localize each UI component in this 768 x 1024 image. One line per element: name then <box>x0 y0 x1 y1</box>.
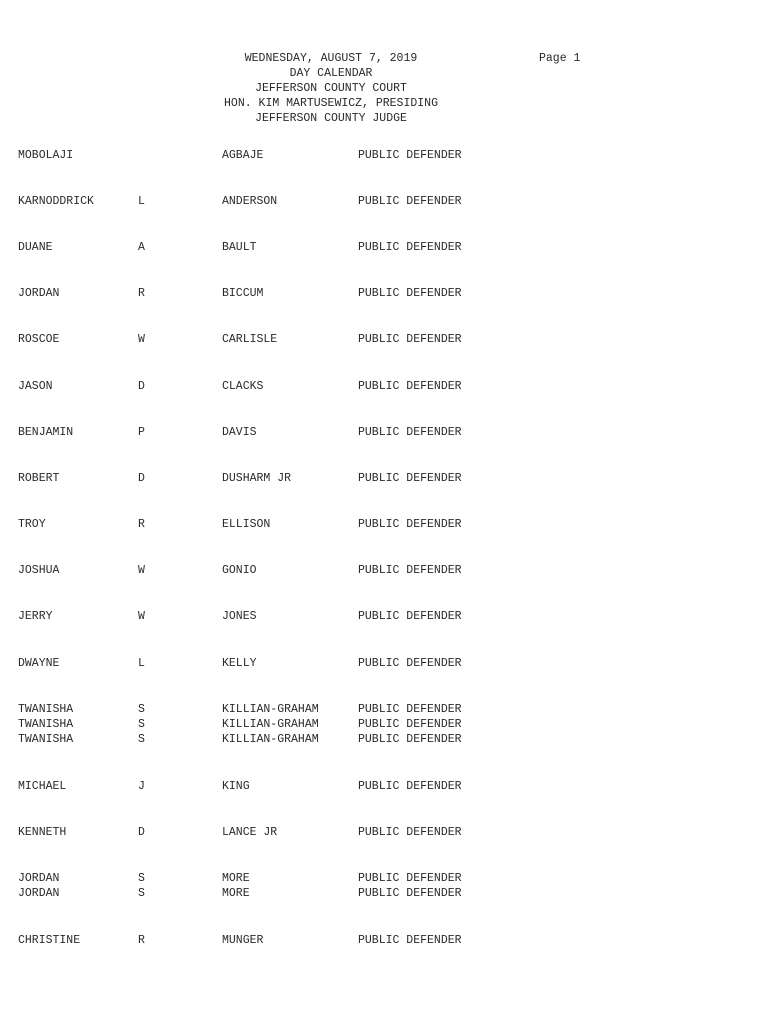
first-name: DUANE <box>18 241 53 254</box>
table-row <box>0 609 768 624</box>
attorney: PUBLIC DEFENDER <box>358 703 462 716</box>
middle-initial: R <box>138 287 145 300</box>
header-presiding-judge: HON. KIM MARTUSEWICZ, PRESIDING <box>224 97 438 110</box>
first-name: ROBERT <box>18 472 60 485</box>
attorney: PUBLIC DEFENDER <box>358 287 462 300</box>
header-court: JEFFERSON COUNTY COURT <box>255 82 407 95</box>
attorney: PUBLIC DEFENDER <box>358 564 462 577</box>
attorney: PUBLIC DEFENDER <box>358 780 462 793</box>
middle-initial: S <box>138 872 145 885</box>
attorney: PUBLIC DEFENDER <box>358 195 462 208</box>
first-name: JORDAN <box>18 887 60 900</box>
attorney: PUBLIC DEFENDER <box>358 518 462 531</box>
last-name: BAULT <box>222 241 257 254</box>
first-name: MOBOLAJI <box>18 149 74 162</box>
middle-initial: R <box>138 934 145 947</box>
first-name: ROSCOE <box>18 333 60 346</box>
last-name: ANDERSON <box>222 195 278 208</box>
first-name: JASON <box>18 380 53 393</box>
last-name: KILLIAN-GRAHAM <box>222 703 319 716</box>
middle-initial: D <box>138 826 145 839</box>
last-name: MORE <box>222 872 250 885</box>
calendar-entry <box>0 779 768 794</box>
attorney: PUBLIC DEFENDER <box>358 472 462 485</box>
first-name: MICHAEL <box>18 780 67 793</box>
calendar-entry <box>0 871 768 901</box>
first-name: CHRISTINE <box>18 934 81 947</box>
attorney: PUBLIC DEFENDER <box>358 934 462 947</box>
first-name: JOSHUA <box>18 564 60 577</box>
table-row <box>0 148 768 163</box>
middle-initial: L <box>138 195 145 208</box>
table-row <box>0 717 768 732</box>
first-name: TWANISHA <box>18 718 74 731</box>
last-name: JONES <box>222 610 257 623</box>
table-row <box>0 732 768 747</box>
page-number: Page 1 <box>539 52 581 65</box>
last-name: KILLIAN-GRAHAM <box>222 733 319 746</box>
calendar-entry <box>0 148 768 163</box>
calendar-entry <box>0 471 768 486</box>
calendar-entry <box>0 825 768 840</box>
last-name: BICCUM <box>222 287 264 300</box>
first-name: DWAYNE <box>18 657 60 670</box>
attorney: PUBLIC DEFENDER <box>358 718 462 731</box>
calendar-entry <box>0 194 768 209</box>
calendar-entry <box>0 240 768 255</box>
table-row <box>0 471 768 486</box>
header-date: WEDNESDAY, AUGUST 7, 2019 <box>244 52 418 65</box>
calendar-entry <box>0 425 768 440</box>
middle-initial: S <box>138 703 145 716</box>
attorney: PUBLIC DEFENDER <box>358 657 462 670</box>
calendar-entry <box>0 286 768 301</box>
middle-initial: D <box>138 380 145 393</box>
first-name: TROY <box>18 518 46 531</box>
attorney: PUBLIC DEFENDER <box>358 826 462 839</box>
attorney: PUBLIC DEFENDER <box>358 733 462 746</box>
calendar-entry <box>0 563 768 578</box>
table-row <box>0 332 768 347</box>
attorney: PUBLIC DEFENDER <box>358 887 462 900</box>
last-name: CARLISLE <box>222 333 278 346</box>
calendar-entry <box>0 933 768 948</box>
first-name: KARNODDRICK <box>18 195 94 208</box>
calendar-entry <box>0 332 768 347</box>
header-calendar-type: DAY CALENDAR <box>289 67 373 80</box>
calendar-entry <box>0 517 768 532</box>
last-name: KING <box>222 780 250 793</box>
header-judge-title: JEFFERSON COUNTY JUDGE <box>255 112 407 125</box>
table-row <box>0 563 768 578</box>
table-row <box>0 517 768 532</box>
last-name: MUNGER <box>222 934 264 947</box>
first-name: JORDAN <box>18 872 60 885</box>
attorney: PUBLIC DEFENDER <box>358 241 462 254</box>
last-name: LANCE JR <box>222 826 278 839</box>
first-name: TWANISHA <box>18 703 74 716</box>
attorney: PUBLIC DEFENDER <box>358 149 462 162</box>
calendar-entry <box>0 609 768 624</box>
table-row <box>0 871 768 886</box>
attorney: PUBLIC DEFENDER <box>358 380 462 393</box>
middle-initial: L <box>138 657 145 670</box>
middle-initial: S <box>138 887 145 900</box>
middle-initial: S <box>138 733 145 746</box>
middle-initial: S <box>138 718 145 731</box>
table-row <box>0 194 768 209</box>
middle-initial: R <box>138 518 145 531</box>
last-name: KILLIAN-GRAHAM <box>222 718 319 731</box>
calendar-header <box>196 51 466 126</box>
first-name: JERRY <box>18 610 53 623</box>
attorney: PUBLIC DEFENDER <box>358 610 462 623</box>
middle-initial: W <box>138 333 145 346</box>
middle-initial: W <box>138 564 145 577</box>
middle-initial: W <box>138 610 145 623</box>
calendar-entry <box>0 656 768 671</box>
table-row <box>0 656 768 671</box>
first-name: JORDAN <box>18 287 60 300</box>
attorney: PUBLIC DEFENDER <box>358 426 462 439</box>
table-row <box>0 825 768 840</box>
last-name: MORE <box>222 887 250 900</box>
table-row <box>0 240 768 255</box>
attorney: PUBLIC DEFENDER <box>358 333 462 346</box>
calendar-entry <box>0 702 768 747</box>
table-row <box>0 286 768 301</box>
table-row <box>0 379 768 394</box>
table-row <box>0 933 768 948</box>
table-row <box>0 779 768 794</box>
last-name: GONIO <box>222 564 257 577</box>
first-name: KENNETH <box>18 826 67 839</box>
table-row <box>0 886 768 901</box>
first-name: TWANISHA <box>18 733 74 746</box>
middle-initial: D <box>138 472 145 485</box>
first-name: BENJAMIN <box>18 426 74 439</box>
last-name: DAVIS <box>222 426 257 439</box>
table-row <box>0 425 768 440</box>
last-name: ELLISON <box>222 518 271 531</box>
middle-initial: P <box>138 426 145 439</box>
middle-initial: J <box>138 780 145 793</box>
last-name: CLACKS <box>222 380 264 393</box>
middle-initial: A <box>138 241 145 254</box>
last-name: DUSHARM JR <box>222 472 292 485</box>
table-row <box>0 702 768 717</box>
attorney: PUBLIC DEFENDER <box>358 872 462 885</box>
calendar-entry <box>0 379 768 394</box>
last-name: KELLY <box>222 657 257 670</box>
last-name: AGBAJE <box>222 149 264 162</box>
